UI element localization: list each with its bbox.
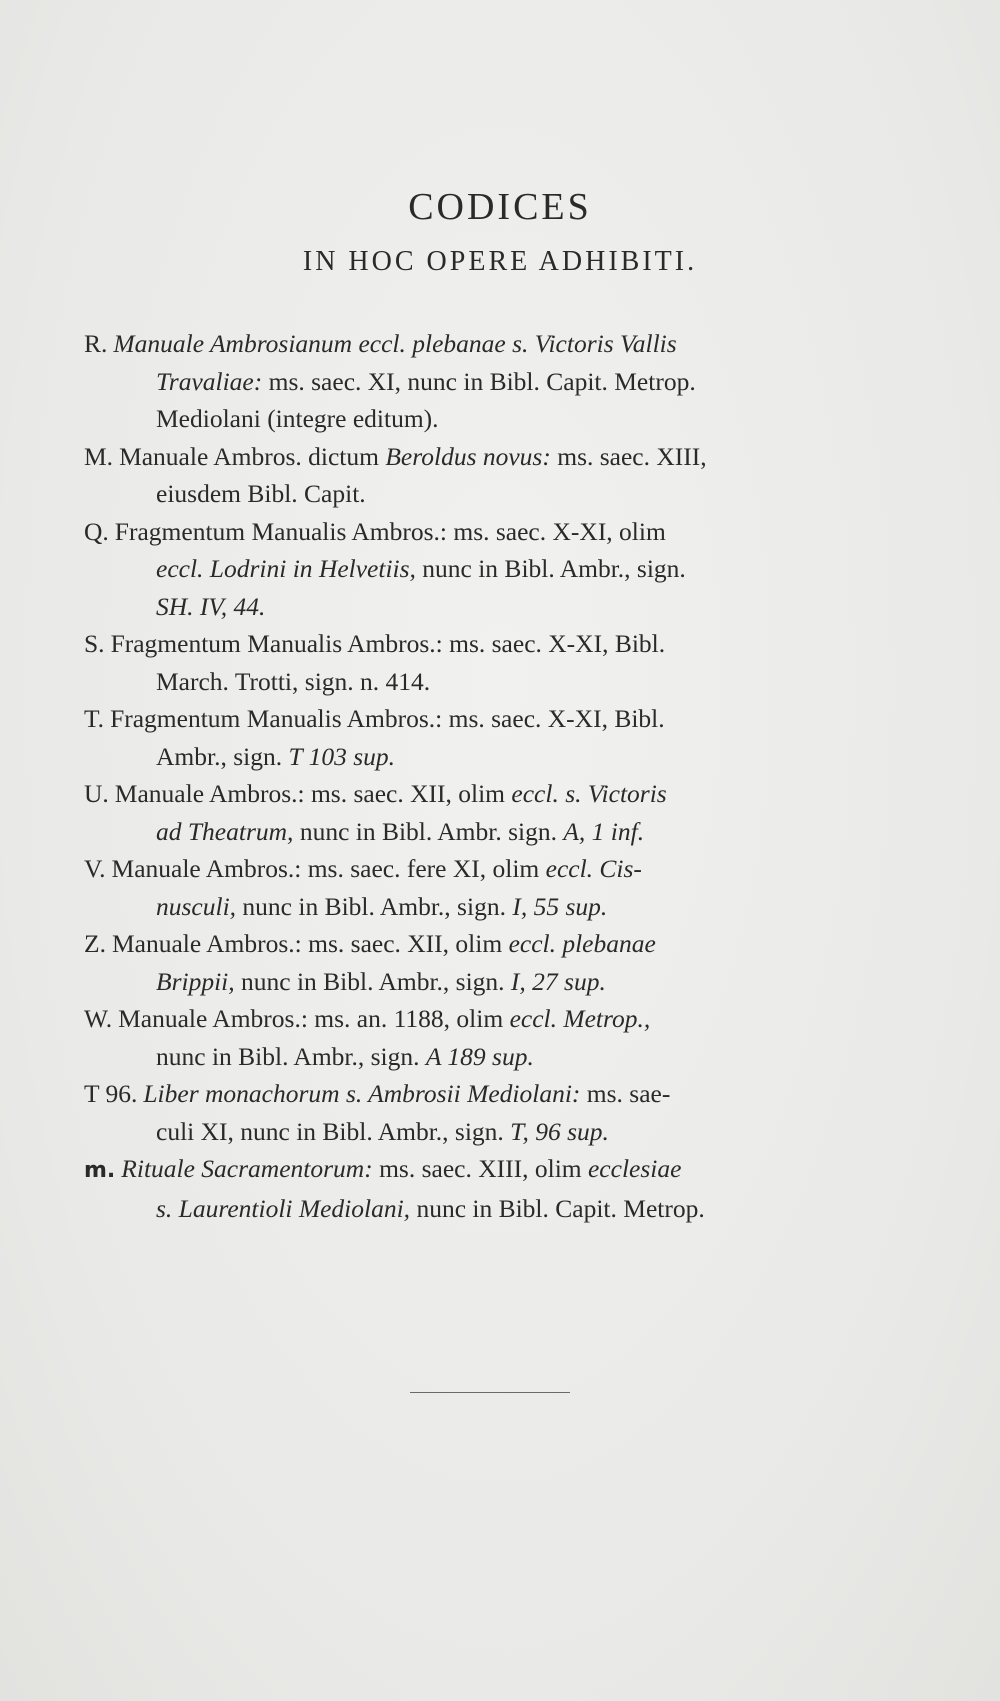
text-segment: Manuale Ambros. dictum bbox=[119, 441, 386, 471]
codex-entry bbox=[80, 925, 900, 1000]
entry-line bbox=[84, 1000, 900, 1038]
italic-text: A 189 sup. bbox=[425, 1041, 534, 1071]
codex-entry bbox=[80, 1075, 900, 1150]
text-segment: nunc in Bibl. Ambr., sign. bbox=[234, 966, 511, 996]
codex-siglum: T. bbox=[84, 704, 105, 733]
entry-line bbox=[84, 1150, 900, 1190]
text-segment: Manuale Ambros.: ms. an. 1188, olim bbox=[118, 1004, 510, 1033]
italic-text: Manuale Ambrosianum eccl. plebanae s. Victoris Vallis bbox=[113, 329, 677, 358]
text-segment: culi XI, nunc in Bibl. Ambr., sign. bbox=[156, 1116, 511, 1146]
text-segment: nunc in Bibl. Capit. Metrop. bbox=[410, 1193, 705, 1223]
codex-siglum: T 96. bbox=[84, 1079, 138, 1108]
text-segment: nunc in Bibl. Ambr., sign. bbox=[415, 554, 686, 583]
page-subtitle: IN HOC OPERE ADHIBITI. bbox=[302, 246, 698, 277]
codex-siglum: R. bbox=[84, 329, 108, 358]
entry-line bbox=[156, 550, 900, 588]
text-segment: ms. saec. XIII, bbox=[550, 441, 707, 471]
codex-siglum: S. bbox=[84, 629, 105, 658]
text-segment: nunc in Bibl. Ambr., sign. bbox=[236, 891, 513, 921]
entry-line bbox=[84, 325, 900, 363]
codex-entry bbox=[80, 1000, 900, 1075]
italic-text: Travaliae: bbox=[156, 366, 263, 396]
entry-line bbox=[156, 813, 900, 851]
text-segment: ms. sae- bbox=[580, 1079, 671, 1108]
codex-entry bbox=[80, 438, 900, 513]
codex-entry bbox=[80, 325, 900, 438]
italic-text: SH. IV, 44. bbox=[156, 591, 266, 621]
codex-entry bbox=[80, 513, 900, 626]
codex-siglum: Z. bbox=[84, 929, 106, 958]
text-segment: Manuale Ambros.: ms. saec. fere XI, olim bbox=[111, 854, 546, 883]
italic-text: I, 27 sup. bbox=[510, 966, 606, 996]
italic-text: nusculi, bbox=[156, 891, 237, 921]
italic-text: T, 96 sup. bbox=[510, 1116, 609, 1146]
italic-text: eccl. Cis- bbox=[545, 854, 642, 883]
entry-line bbox=[156, 738, 900, 776]
italic-text: Brippii, bbox=[156, 966, 235, 996]
entry-line bbox=[156, 963, 900, 1001]
codices-list bbox=[80, 325, 900, 1227]
text-segment: Fragmentum Manualis Ambros.: ms. saec. X-XI, Bibl. bbox=[110, 704, 665, 733]
entry-line bbox=[156, 1038, 900, 1076]
entry-line bbox=[156, 400, 900, 438]
italic-text: ad Theatrum, bbox=[156, 816, 294, 846]
text-segment: nunc in Bibl. Ambr. sign. bbox=[293, 816, 564, 846]
entry-line bbox=[84, 625, 900, 663]
text-segment: eiusdem Bibl. Capit. bbox=[156, 479, 366, 508]
codex-entry bbox=[80, 850, 900, 925]
entry-line bbox=[156, 1113, 900, 1151]
italic-text: A, 1 inf. bbox=[563, 816, 645, 846]
codex-siglum: Q. bbox=[84, 516, 109, 546]
entry-line bbox=[156, 475, 900, 513]
italic-text: eccl. Metrop., bbox=[509, 1004, 651, 1033]
text-segment: Ambr., sign. bbox=[156, 741, 289, 771]
text-segment: Fragmentum Manualis Ambros.: ms. saec. X-XI, Bibl. bbox=[110, 629, 666, 658]
codex-siglum: M. bbox=[84, 441, 114, 471]
entry-line bbox=[84, 925, 900, 963]
entry-line bbox=[156, 888, 900, 926]
text-segment: Manuale Ambros.: ms. saec. XII, olim bbox=[114, 779, 512, 808]
italic-text: eccl. s. Victoris bbox=[511, 779, 667, 808]
entry-line bbox=[84, 513, 900, 551]
page-title: CODICES bbox=[408, 186, 592, 228]
codex-entry bbox=[80, 700, 900, 775]
text-segment: Manuale Ambros.: ms. saec. XII, olim bbox=[111, 929, 509, 958]
codex-entry bbox=[80, 625, 900, 700]
codex-siglum: m. bbox=[84, 1158, 116, 1183]
closing-rule bbox=[410, 1392, 570, 1393]
codex-siglum: W. bbox=[84, 1004, 113, 1033]
italic-text: Rituale Sacramentorum: bbox=[121, 1154, 373, 1183]
entry-line bbox=[84, 700, 900, 738]
codex-entry bbox=[80, 1150, 900, 1227]
text-segment: ms. saec. XIII, olim bbox=[372, 1154, 588, 1183]
italic-text: Beroldus novus: bbox=[385, 441, 551, 471]
italic-text: I, 55 sup. bbox=[512, 891, 608, 921]
codex-entry bbox=[80, 775, 900, 850]
italic-text: s. Laurentioli Mediolani, bbox=[156, 1193, 411, 1223]
text-segment: March. Trotti, sign. n. 414. bbox=[156, 666, 431, 696]
text-segment: ms. saec. XI, nunc in Bibl. Capit. Metrop. bbox=[262, 366, 696, 396]
text-segment: nunc in Bibl. Ambr., sign. bbox=[156, 1041, 426, 1071]
italic-text: eccl. plebanae bbox=[508, 929, 656, 958]
italic-text: ecclesiae bbox=[587, 1154, 682, 1183]
codex-siglum: U. bbox=[84, 779, 109, 808]
text-segment: Fragmentum Manualis Ambros.: ms. saec. X-XI, olim bbox=[114, 516, 666, 546]
entry-line bbox=[156, 588, 900, 626]
entry-line bbox=[84, 850, 900, 888]
entry-line bbox=[84, 775, 900, 813]
entry-line bbox=[84, 438, 900, 476]
codex-siglum: V. bbox=[84, 854, 106, 883]
italic-text: T 103 sup. bbox=[288, 741, 395, 771]
text-segment: Mediolani (integre editum). bbox=[156, 404, 439, 433]
entry-line bbox=[156, 1190, 900, 1228]
italic-text: eccl. Lodrini in Helvetiis, bbox=[156, 554, 416, 583]
italic-text: Liber monachorum s. Ambrosii Mediolani: bbox=[143, 1079, 581, 1108]
entry-line bbox=[156, 663, 900, 701]
entry-line bbox=[156, 363, 900, 401]
entry-line bbox=[84, 1075, 900, 1113]
